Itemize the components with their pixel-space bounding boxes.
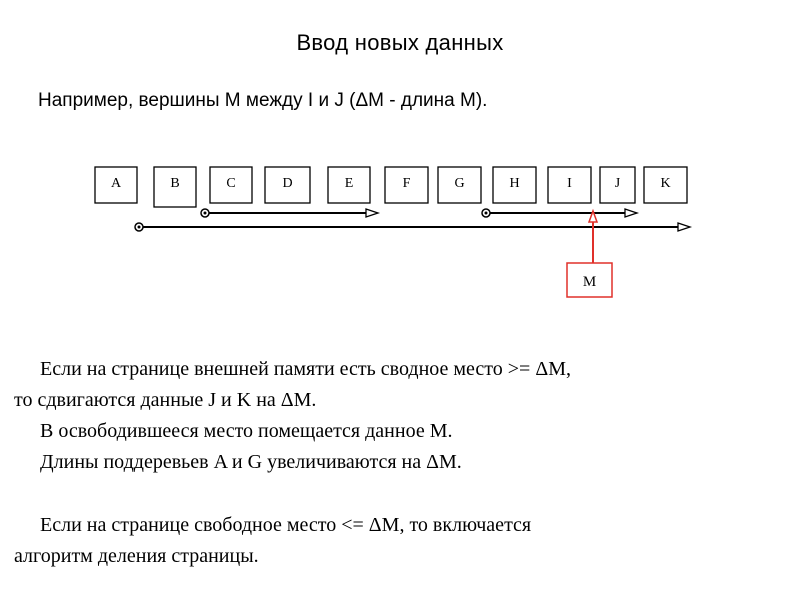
arrow-origin-dot [204, 212, 207, 215]
node-d [265, 167, 310, 203]
node-j [600, 167, 635, 203]
node-e [328, 167, 370, 203]
node-label: A [110, 176, 122, 191]
new-node-m [567, 211, 612, 297]
node-a [95, 167, 137, 203]
node-k [644, 167, 687, 203]
text-line: алгоритм деления страницы. [14, 545, 259, 567]
node-label: H [509, 176, 520, 191]
node-i [548, 167, 591, 203]
arrow-head [678, 223, 690, 231]
arrow-origin-dot [138, 226, 141, 229]
pointer-arrow-h-j [482, 209, 637, 217]
node-label: M [582, 274, 597, 290]
text-line: Длины поддеревьев A и G увеличиваются на ΔМ. [40, 451, 462, 473]
node-label: C [226, 176, 236, 191]
paragraph-split-case [14, 510, 794, 572]
node-label: E [344, 176, 354, 191]
pointer-arrow-c-e [201, 209, 378, 217]
node-label: G [454, 176, 465, 191]
arrow-head [366, 209, 378, 217]
node-label: J [614, 176, 621, 191]
text-line: Если на странице свободное место <= ΔМ, то включается [40, 514, 532, 536]
node-h [493, 167, 536, 203]
node-g [438, 167, 481, 203]
node-label: F [402, 176, 411, 191]
text-line: то сдвигаются данные J и K на ΔМ. [14, 389, 317, 411]
arrow-head [625, 209, 637, 217]
text-line: В освободившееся место помещается данное М. [40, 420, 453, 442]
node-c [210, 167, 252, 203]
pointer-arrow-a-k [135, 223, 690, 231]
node-label: D [282, 176, 293, 191]
arrow-origin-dot [485, 212, 488, 215]
text-line: Если на странице внешней памяти есть сводное место >= ΔМ, [40, 358, 571, 380]
node-label: B [170, 176, 180, 191]
slide-title: Ввод новых данных [296, 30, 504, 55]
node-f [385, 167, 428, 203]
example-caption: Например, вершины М между I и J (ΔМ - длина М). [38, 90, 488, 111]
node-b [154, 167, 196, 207]
paragraph-insert-case [14, 354, 794, 478]
node-label: I [567, 176, 572, 191]
node-label: K [660, 176, 671, 191]
